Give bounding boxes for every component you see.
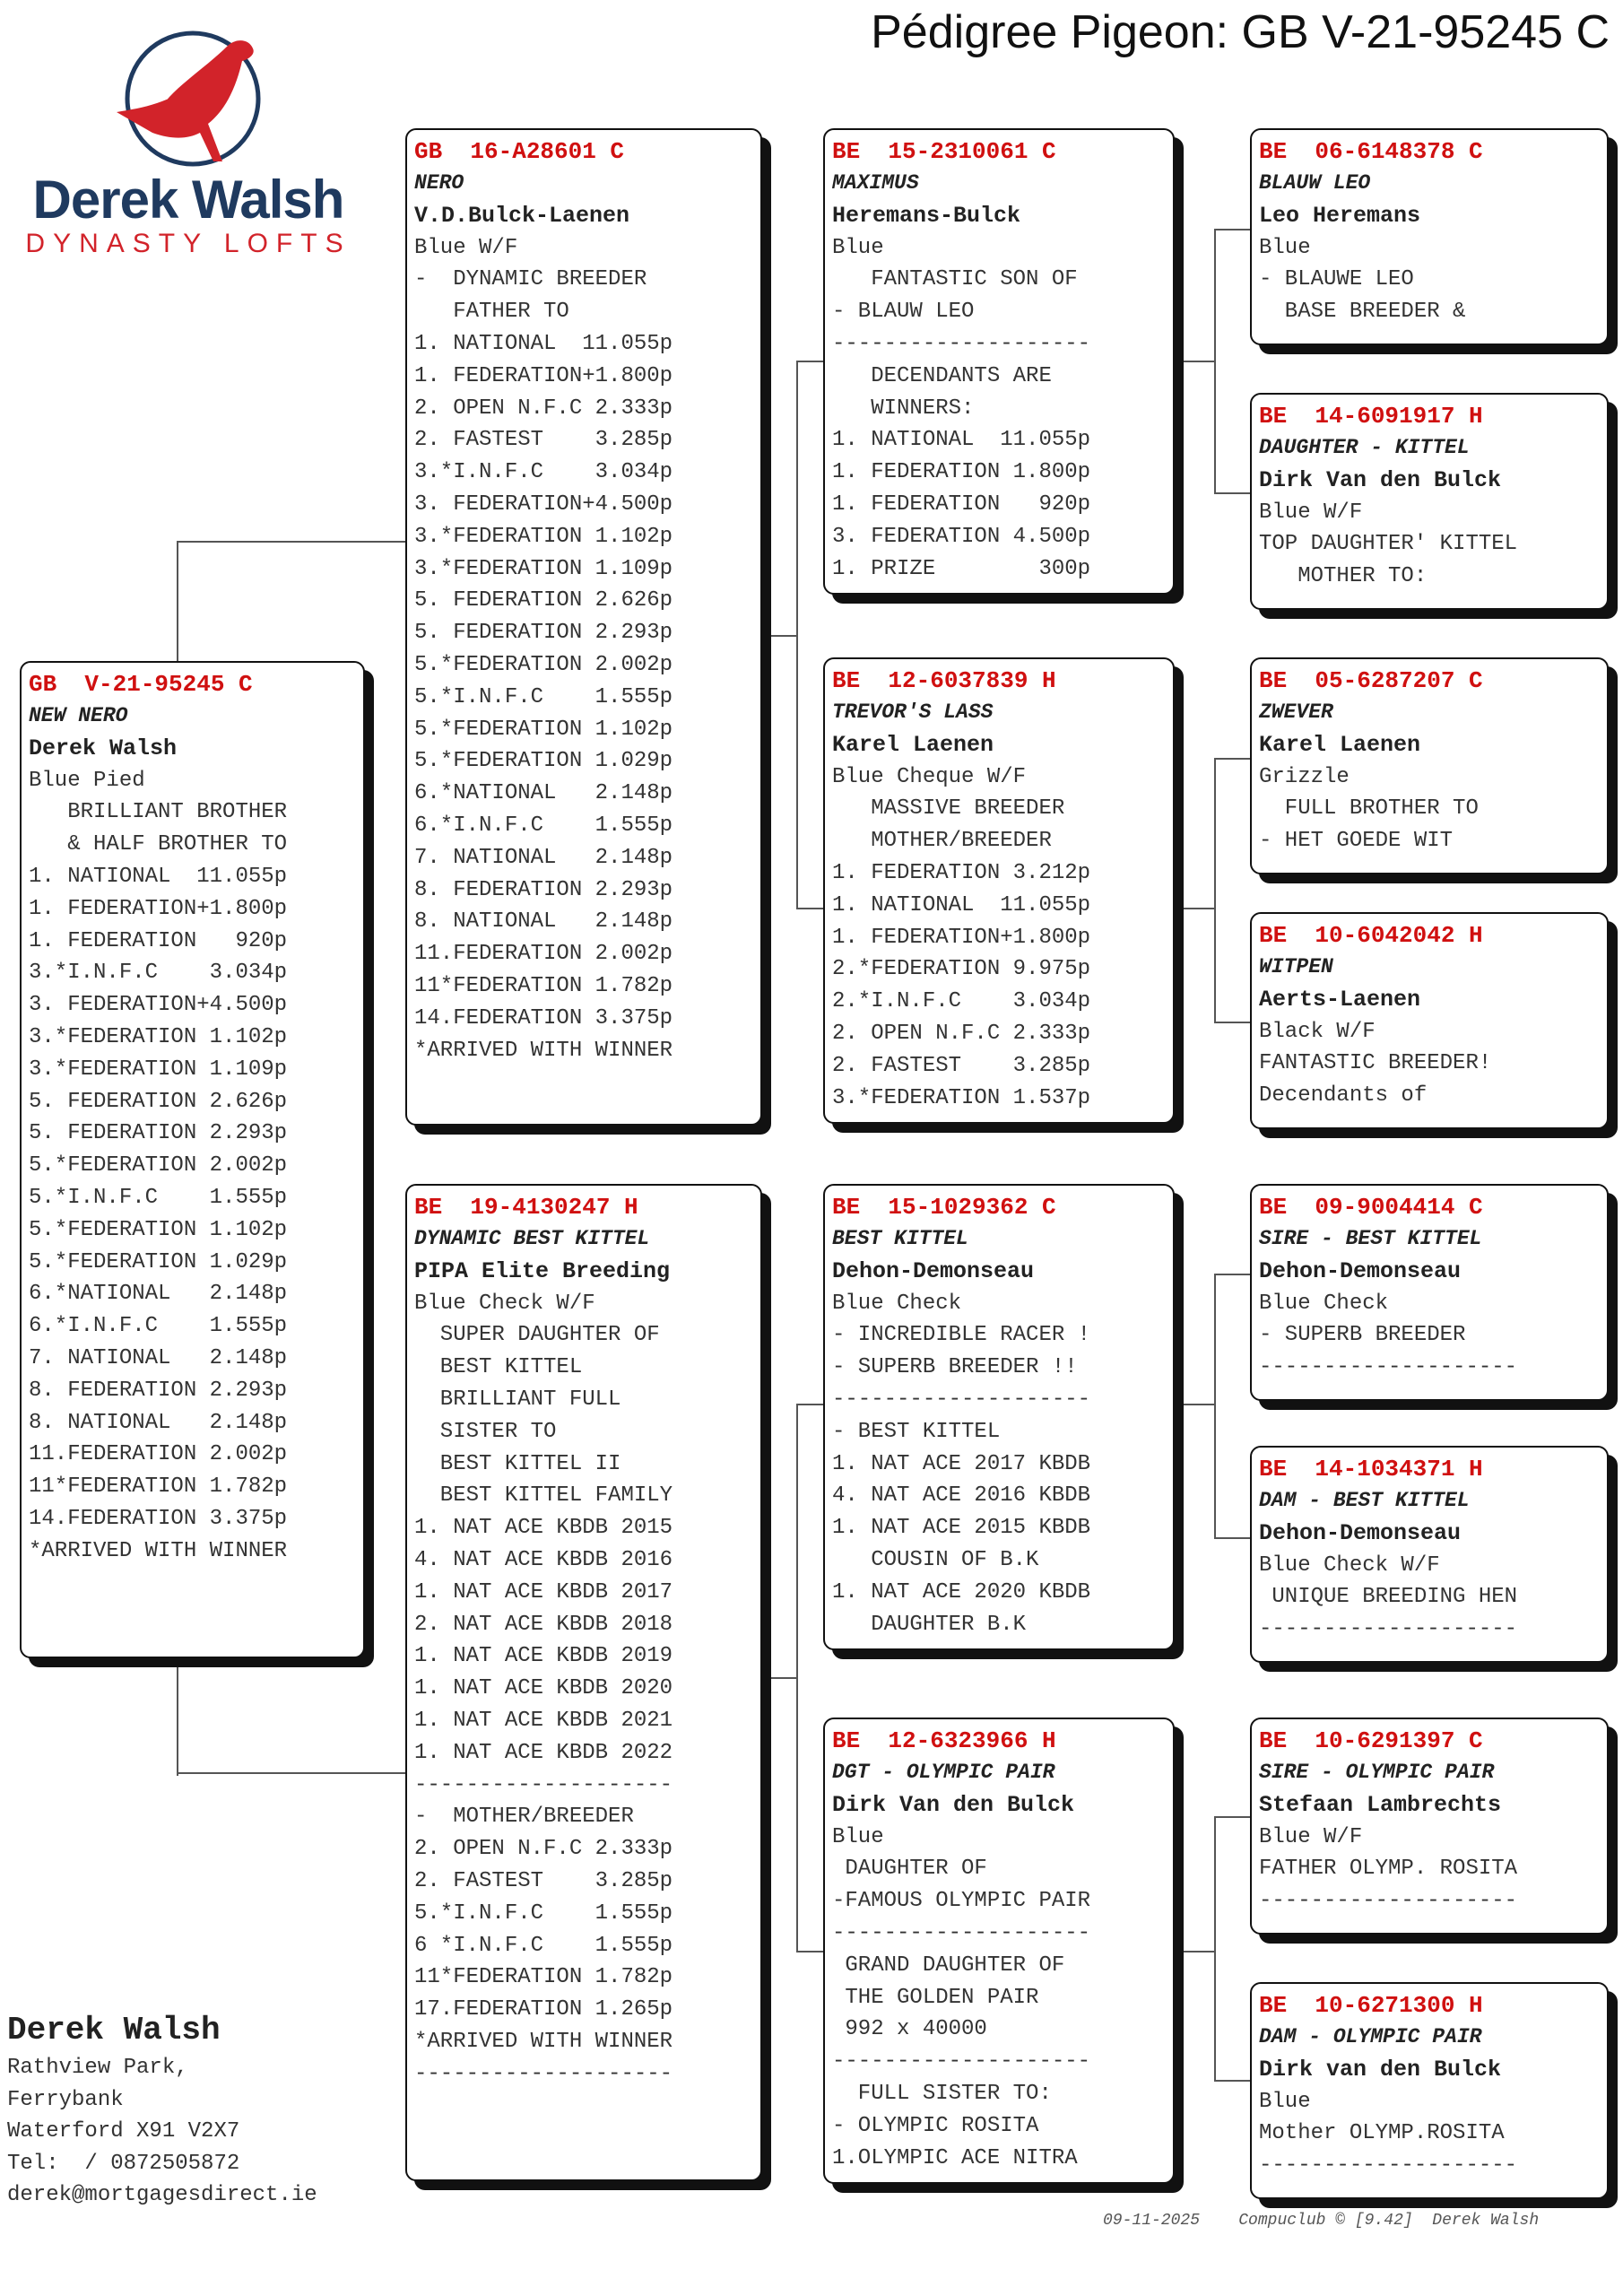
pigeon-card-dam-dam-sire <box>1250 1718 1609 1935</box>
connector <box>1214 1022 1250 1023</box>
pedigree-line: 5.*FEDERATION 1.102p <box>29 1217 288 1242</box>
breeder-name: Heremans-Bulck <box>832 202 1021 229</box>
pedigree-line: 5. FEDERATION 2.626p <box>414 588 673 613</box>
pedigree-line: 5. FEDERATION 2.293p <box>414 621 673 646</box>
pigeon-card-sire-sire <box>823 128 1175 595</box>
connector <box>1214 1274 1216 1539</box>
pedigree-line: Mother OLYMP.ROSITA <box>1259 2121 1505 2146</box>
pedigree-line: 2. OPEN N.F.C 2.333p <box>832 1021 1091 1046</box>
phone: Tel: / 0872505872 <box>7 2151 240 2176</box>
owner-address <box>7 2009 366 2212</box>
pigeon-card-dam-dam-dam <box>1250 1982 1609 2199</box>
pedigree-line: Blue Check W/F <box>1259 1552 1440 1578</box>
ring-number: BE 14-1034371 H <box>1259 1456 1483 1483</box>
ring-number: GB V-21-95245 C <box>29 671 253 698</box>
pigeon-name: DAM - BEST KITTEL <box>1259 1489 1470 1512</box>
pedigree-line: - SUPERB BREEDER !! <box>832 1355 1078 1380</box>
breeder-name: Dehon-Demonseau <box>1259 1257 1462 1284</box>
pedigree-line: DECENDANTS ARE <box>832 363 1052 388</box>
address-line: Waterford X91 V2X7 <box>7 2119 240 2144</box>
pedigree-line: 1. NAT ACE KBDB 2021 <box>414 1708 673 1733</box>
pedigree-line: - MOTHER/BREEDER <box>414 1805 634 1830</box>
pedigree-line: 1. FEDERATION+1.800p <box>414 363 673 388</box>
pedigree-line: 2. FASTEST 3.285p <box>414 428 673 453</box>
pedigree-line: Decendants of <box>1259 1083 1428 1109</box>
pedigree-line: 2.*I.N.F.C 3.034p <box>832 989 1091 1014</box>
logo <box>18 27 359 260</box>
connector <box>1175 361 1216 362</box>
ring-number: BE 19-4130247 H <box>414 1194 638 1221</box>
pedigree-line: BASE BREEDER & <box>1259 300 1466 325</box>
pedigree-line: -------------------- <box>1259 1355 1518 1380</box>
connector <box>796 1951 823 1952</box>
breeder-name: PIPA Elite Breeding <box>414 1257 671 1284</box>
pedigree-line: 3.*I.N.F.C 3.034p <box>29 961 288 986</box>
pedigree-line: 5.*I.N.F.C 1.555p <box>414 684 673 709</box>
ring-number: BE 10-6042042 H <box>1259 922 1483 949</box>
pedigree-line: 11.FEDERATION 2.002p <box>29 1442 288 1467</box>
pedigree-line: 6.*I.N.F.C 1.555p <box>414 813 673 838</box>
pedigree-line: 3.*I.N.F.C 3.034p <box>414 460 673 485</box>
footer-date: 09-11-2025 <box>1103 2212 1201 2230</box>
pedigree-line: -------------------- <box>414 2061 673 2086</box>
pedigree-line: -------------------- <box>832 1387 1091 1412</box>
pedigree-line: Blue Cheque W/F <box>832 764 1027 789</box>
pedigree-line: 1. NAT ACE KBDB 2017 <box>414 1579 673 1605</box>
pigeon-card-dam-sire-sire <box>1250 1184 1609 1401</box>
pedigree-line: 5. FEDERATION 2.293p <box>29 1121 288 1146</box>
ring-number: BE 15-1029362 C <box>832 1194 1056 1221</box>
pigeon-name: NERO <box>414 171 464 195</box>
connector <box>1214 492 1250 494</box>
pedigree-line: GRAND DAUGHTER OF <box>832 1952 1065 1978</box>
ring-number: BE 09-9004414 C <box>1259 1194 1483 1221</box>
pedigree-line: BRILLIANT BROTHER <box>29 800 288 825</box>
pigeon-card-dam-sire <box>823 1184 1175 1650</box>
pigeon-name: DAM - OLYMPIC PAIR <box>1259 2025 1482 2048</box>
pedigree-line: - HET GOEDE WIT <box>1259 829 1454 854</box>
pedigree-line: 1. FEDERATION+1.800p <box>832 925 1091 950</box>
pigeon-card-dam-sire-dam <box>1250 1446 1609 1663</box>
logo-title: Derek Walsh <box>32 170 344 230</box>
footer-software: Compuclub © [9.42] <box>1238 2212 1413 2230</box>
pedigree-line: 1. NAT ACE KBDB 2015 <box>414 1516 673 1541</box>
pigeon-name: DGT - OLYMPIC PAIR <box>832 1761 1055 1784</box>
ring-number: BE 15-2310061 C <box>832 138 1056 165</box>
pedigree-line: Blue W/F <box>1259 1824 1363 1849</box>
pedigree-line: BEST KITTEL II <box>414 1451 621 1476</box>
pedigree-line: MOTHER/BREEDER <box>832 829 1052 854</box>
pigeon-name: DYNAMIC BEST KITTEL <box>414 1227 650 1250</box>
breeder-name: Dehon-Demonseau <box>832 1257 1035 1284</box>
pedigree-line: 992 x 40000 <box>832 2017 987 2042</box>
ring-number: BE 12-6323966 H <box>832 1727 1056 1754</box>
pedigree-line: Blue <box>1259 2089 1311 2114</box>
breeder-name: Karel Laenen <box>832 731 994 758</box>
pigeon-card-dam <box>405 1184 762 2181</box>
pedigree-line: - SUPERB BREEDER <box>1259 1323 1466 1348</box>
connector <box>762 635 798 637</box>
pigeon-card-sire-dam <box>823 657 1175 1124</box>
pedigree-line: DAUGHTER OF <box>832 1857 987 1882</box>
connector <box>1214 1537 1250 1539</box>
pedigree-line: -------------------- <box>832 331 1091 356</box>
breeder-name: Derek Walsh <box>29 735 178 761</box>
pigeon-card-dam-dam <box>823 1718 1175 2184</box>
pedigree-line: 14.FEDERATION 3.375p <box>29 1506 288 1531</box>
pedigree-line: - OLYMPIC ROSITA <box>832 2113 1039 2138</box>
pedigree-line: - BLAUW LEO <box>832 300 975 325</box>
pedigree-line: 11.FEDERATION 2.002p <box>414 942 673 967</box>
pigeon-name: BLAUW LEO <box>1259 171 1371 195</box>
breeder-name: Dehon-Demonseau <box>1259 1519 1462 1546</box>
pedigree-line: 5.*FEDERATION 1.029p <box>29 1249 288 1274</box>
pedigree-line: 5. FEDERATION 2.626p <box>29 1089 288 1114</box>
pedigree-line: Grizzle <box>1259 764 1350 789</box>
pedigree-line: FATHER OLYMP. ROSITA <box>1259 1857 1518 1882</box>
connector <box>796 908 823 909</box>
connector <box>177 541 178 661</box>
ring-number: BE 10-6291397 C <box>1259 1727 1483 1754</box>
owner-name: Derek Walsh <box>7 2012 221 2048</box>
ring-number: BE 06-6148378 C <box>1259 138 1483 165</box>
pigeon-card-sire-sire-dam <box>1250 393 1609 610</box>
pedigree-line: 8. NATIONAL 2.148p <box>414 909 673 935</box>
footer-owner: Derek Walsh <box>1432 2212 1540 2230</box>
pedigree-line: SUPER DAUGHTER OF <box>414 1323 660 1348</box>
pigeon-name: TREVOR'S LASS <box>832 700 994 724</box>
pedigree-line: BEST KITTEL <box>414 1355 583 1380</box>
pedigree-line: 5.*I.N.F.C 1.555p <box>414 1900 673 1926</box>
pigeon-name: DAUGHTER - KITTEL <box>1259 436 1470 459</box>
breeder-name: Dirk van den Bulck <box>1259 2056 1502 2083</box>
breeder-name: Dirk Van den Bulck <box>1259 466 1502 493</box>
connector <box>177 1772 405 1774</box>
page-title: Pédigree Pigeon: GB V-21-95245 C <box>871 6 1610 58</box>
connector <box>1214 229 1250 230</box>
pedigree-line: 11*FEDERATION 1.782p <box>414 973 673 998</box>
pedigree-line: - BEST KITTEL <box>832 1419 1001 1444</box>
pedigree-line: DAUGHTER B.K <box>832 1612 1027 1637</box>
pedigree-line: 3.*FEDERATION 1.102p <box>414 524 673 549</box>
pedigree-line: -------------------- <box>1259 2153 1518 2179</box>
pedigree-line: MOTHER TO: <box>1259 564 1428 589</box>
ring-number: GB 16-A28601 C <box>414 138 625 165</box>
pedigree-line: 1. NAT ACE KBDB 2020 <box>414 1676 673 1701</box>
pigeon-card-sire-dam-dam <box>1250 912 1609 1129</box>
pedigree-line: BRILLIANT FULL <box>414 1387 621 1412</box>
pedigree-line: 8. FEDERATION 2.293p <box>414 877 673 902</box>
ring-number: BE 14-6091917 H <box>1259 403 1483 430</box>
connector <box>762 1677 798 1679</box>
pedigree-line: *ARRIVED WITH WINNER <box>414 1038 673 1063</box>
pedigree-line: FANTASTIC BREEDER! <box>1259 1051 1492 1076</box>
pedigree-line: 1. NAT ACE 2015 KBDB <box>832 1516 1091 1541</box>
pedigree-line: Blue Check <box>832 1291 962 1316</box>
pedigree-line: 5.*FEDERATION 1.102p <box>414 717 673 742</box>
pedigree-line: 2.*FEDERATION 9.975p <box>832 957 1091 982</box>
ring-number: BE 05-6287207 C <box>1259 667 1483 694</box>
pedigree-line: SISTER TO <box>414 1419 557 1444</box>
pedigree-line: - DYNAMIC BREEDER <box>414 267 647 292</box>
pedigree-line: - BLAUWE LEO <box>1259 267 1414 292</box>
pedigree-line: Blue Pied <box>29 768 145 793</box>
pedigree-line: Blue Check W/F <box>414 1291 595 1316</box>
email-link[interactable]: derek@mortgagesdirect.ie <box>7 2183 317 2208</box>
connector <box>1214 229 1216 494</box>
pedigree-line: 4. NAT ACE 2016 KBDB <box>832 1483 1091 1509</box>
pedigree-line: 3.*FEDERATION 1.109p <box>29 1057 288 1082</box>
pedigree-line: & HALF BROTHER TO <box>29 832 288 857</box>
pedigree-line: Blue Check <box>1259 1291 1389 1316</box>
pedigree-line: *ARRIVED WITH WINNER <box>414 2029 673 2054</box>
ring-number: BE 12-6037839 H <box>832 667 1056 694</box>
connector <box>1214 758 1250 760</box>
pedigree-line: *ARRIVED WITH WINNER <box>29 1538 288 1563</box>
pedigree-line: 6.*NATIONAL 2.148p <box>29 1282 288 1307</box>
connector <box>1175 1404 1216 1405</box>
pedigree-line: COUSIN OF B.K <box>832 1547 1039 1572</box>
breeder-name: Stefaan Lambrechts <box>1259 1791 1502 1818</box>
address-line: Ferrybank <box>7 2087 124 2112</box>
pigeon-name: MAXIMUS <box>832 171 919 195</box>
connector <box>177 1659 178 1776</box>
pedigree-line: 7. NATIONAL 2.148p <box>29 1345 288 1370</box>
pedigree-line: 11*FEDERATION 1.782p <box>414 1965 673 1990</box>
pedigree-line: WINNERS: <box>832 396 975 421</box>
connector <box>1214 1816 1216 2082</box>
breeder-name: Karel Laenen <box>1259 731 1421 758</box>
pedigree-line: 4. NAT ACE KBDB 2016 <box>414 1547 673 1572</box>
pedigree-line: 1. FEDERATION 920p <box>29 928 288 953</box>
pedigree-line: BEST KITTEL FAMILY <box>414 1483 673 1509</box>
breeder-name: Dirk Van den Bulck <box>832 1791 1075 1818</box>
pedigree-line: Blue <box>832 1824 884 1849</box>
pedigree-line: 1.OLYMPIC ACE NITRA <box>832 2145 1078 2170</box>
pedigree-line: 1. NAT ACE 2020 KBDB <box>832 1579 1091 1605</box>
footer <box>1103 2212 1614 2230</box>
pigeon-card-sire-sire-sire <box>1250 128 1609 345</box>
pedigree-line: -FAMOUS OLYMPIC PAIR <box>832 1889 1091 1914</box>
pedigree-line: TOP DAUGHTER' KITTEL <box>1259 532 1518 557</box>
pedigree-line: 5.*FEDERATION 1.029p <box>414 749 673 774</box>
pedigree-line: Black W/F <box>1259 1019 1376 1044</box>
pigeon-card-sire <box>405 128 762 1126</box>
connector <box>796 1404 798 1952</box>
pedigree-line: -------------------- <box>832 1920 1091 1945</box>
pigeon-logo-icon <box>18 27 359 170</box>
pedigree-line: 1. NATIONAL 11.055p <box>832 428 1091 453</box>
pedigree-line: 1. NATIONAL 11.055p <box>414 331 673 356</box>
pedigree-line: -------------------- <box>1259 1889 1518 1914</box>
pedigree-line: 1. NATIONAL 11.055p <box>832 892 1091 918</box>
pedigree-line: 1. FEDERATION 1.800p <box>832 460 1091 485</box>
pigeon-name: ZWEVER <box>1259 700 1333 724</box>
pedigree-line: FULL BROTHER TO <box>1259 796 1479 822</box>
breeder-name: Leo Heremans <box>1259 202 1421 229</box>
pedigree-line: FULL SISTER TO: <box>832 2081 1052 2106</box>
connector <box>796 361 823 362</box>
pedigree-line: -------------------- <box>832 2049 1091 2074</box>
connector <box>177 541 405 543</box>
pedigree-line: 6.*I.N.F.C 1.555p <box>29 1314 288 1339</box>
pedigree-line: 2. NAT ACE KBDB 2018 <box>414 1612 673 1637</box>
connector <box>1214 758 1216 1023</box>
pedigree-line: FATHER TO <box>414 300 569 325</box>
pedigree-line: 3.*FEDERATION 1.102p <box>29 1024 288 1049</box>
pigeon-name: SIRE - OLYMPIC PAIR <box>1259 1761 1495 1784</box>
address-line: Rathview Park, <box>7 2056 188 2080</box>
connector <box>1175 1951 1216 1952</box>
pedigree-line: 5.*FEDERATION 2.002p <box>414 652 673 677</box>
ring-number: BE 10-6271300 H <box>1259 1992 1483 2019</box>
pedigree-line: 3.*FEDERATION 1.537p <box>832 1085 1091 1110</box>
pedigree-line: Blue <box>1259 235 1311 260</box>
pedigree-line: 1. FEDERATION 3.212p <box>832 860 1091 885</box>
pedigree-line: 2. FASTEST 3.285p <box>832 1053 1091 1078</box>
pedigree-line: 3. FEDERATION+4.500p <box>414 491 673 517</box>
pigeon-name: WITPEN <box>1259 955 1333 978</box>
pedigree-line: 2. FASTEST 3.285p <box>414 1868 673 1893</box>
breeder-name: Aerts-Laenen <box>1259 986 1421 1013</box>
connector <box>796 1404 823 1405</box>
connector <box>1175 908 1216 909</box>
pigeon-name: BEST KITTEL <box>832 1227 968 1250</box>
pedigree-line: MASSIVE BREEDER <box>832 796 1065 822</box>
pedigree-line: Blue W/F <box>414 235 518 260</box>
pedigree-line: 1. NAT ACE 2017 KBDB <box>832 1451 1091 1476</box>
pedigree-line: 6 *I.N.F.C 1.555p <box>414 1933 673 1958</box>
pedigree-line: 2. OPEN N.F.C 2.333p <box>414 1837 673 1862</box>
pedigree-line: 5.*FEDERATION 2.002p <box>29 1153 288 1178</box>
pedigree-line: FANTASTIC SON OF <box>832 267 1078 292</box>
pedigree-line: - INCREDIBLE RACER ! <box>832 1323 1091 1348</box>
pedigree-line: 1. FEDERATION 920p <box>832 491 1091 517</box>
pedigree-line: 1. FEDERATION+1.800p <box>29 896 288 921</box>
breeder-name: V.D.Bulck-Laenen <box>414 202 630 229</box>
pedigree-line: 3.*FEDERATION 1.109p <box>414 556 673 581</box>
pedigree-line: 6.*NATIONAL 2.148p <box>414 781 673 806</box>
pedigree-line: 1. NAT ACE KBDB 2019 <box>414 1644 673 1669</box>
pedigree-line: 17.FEDERATION 1.265p <box>414 1997 673 2022</box>
pigeon-name: SIRE - BEST KITTEL <box>1259 1227 1482 1250</box>
logo-subtitle: DYNASTY LOFTS <box>25 229 352 258</box>
pedigree-line: 8. NATIONAL 2.148p <box>29 1410 288 1435</box>
pedigree-line: 1. NAT ACE KBDB 2022 <box>414 1740 673 1765</box>
pedigree-line: 14.FEDERATION 3.375p <box>414 1005 673 1031</box>
connector <box>1214 1816 1250 1818</box>
pedigree-line: Blue <box>832 235 884 260</box>
pedigree-line: 1. NATIONAL 11.055p <box>29 864 288 889</box>
pedigree-line: 5.*I.N.F.C 1.555p <box>29 1185 288 1210</box>
pigeon-card-sire-dam-sire <box>1250 657 1609 874</box>
pedigree-line: 1. PRIZE 300p <box>832 556 1091 581</box>
pedigree-line: 7. NATIONAL 2.148p <box>414 845 673 870</box>
pigeon-card-subject <box>20 661 365 1658</box>
connector <box>796 361 798 909</box>
connector <box>1214 1274 1250 1275</box>
pedigree-line: -------------------- <box>1259 1617 1518 1642</box>
pedigree-line: Blue W/F <box>1259 500 1363 525</box>
pedigree-line: 3. FEDERATION+4.500p <box>29 993 288 1018</box>
pedigree-line: UNIQUE BREEDING HEN <box>1259 1585 1518 1610</box>
pedigree-line: -------------------- <box>414 1772 673 1797</box>
connector <box>1214 2080 1250 2082</box>
pigeon-name: NEW NERO <box>29 704 128 727</box>
pedigree-line: 8. FEDERATION 2.293p <box>29 1378 288 1403</box>
pedigree-line: 2. OPEN N.F.C 2.333p <box>414 396 673 421</box>
pedigree-line: 11*FEDERATION 1.782p <box>29 1474 288 1500</box>
pedigree-line: THE GOLDEN PAIR <box>832 1985 1039 2010</box>
pedigree-line: 3. FEDERATION 4.500p <box>832 524 1091 549</box>
